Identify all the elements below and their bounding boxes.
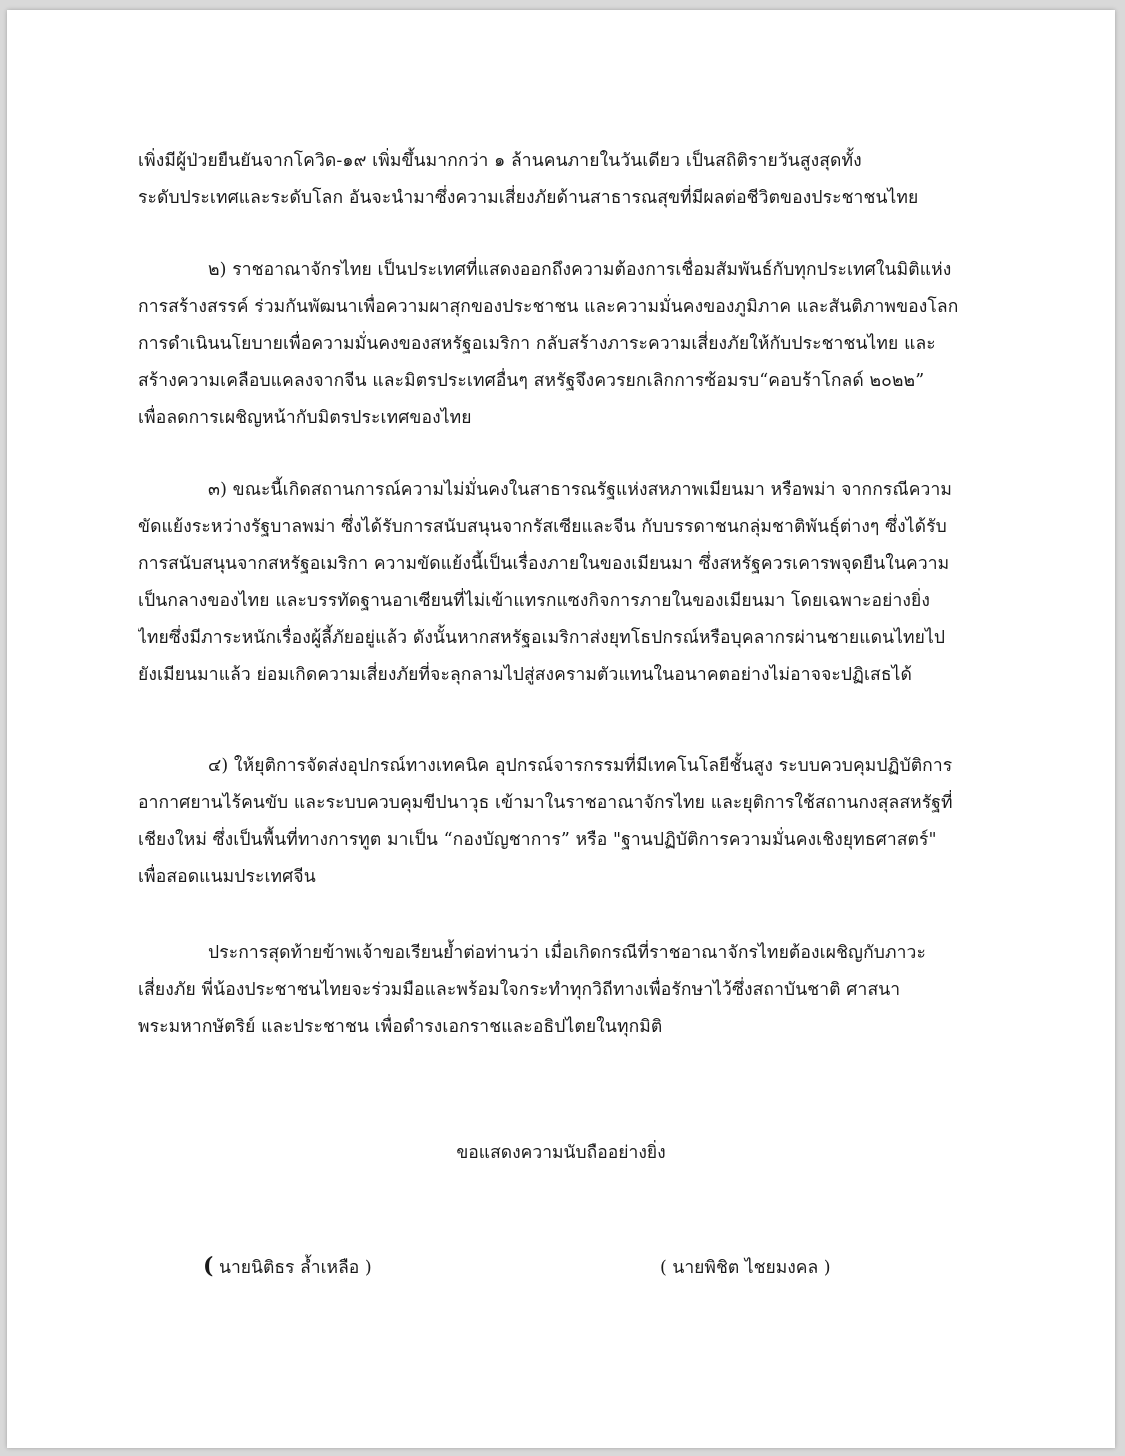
signatory-name-left: นายนิติธร ล้ำเหลือ <box>219 1258 360 1278</box>
close-parenthesis: ) <box>364 1258 372 1278</box>
paragraph-item-4 <box>138 748 998 896</box>
text-line: ๓) ขณะนี้เกิดสถานการณ์ความไม่มั่นคงในสาธารณรัฐแห่งสหภาพเมียนมา หรือพม่า จากกรณีความ <box>208 480 953 500</box>
text-line: พระมหากษัตริย์ และประชาชน เพื่อดำรงเอกราชและอธิปไตยในทุกมิติ <box>138 1017 663 1037</box>
paragraph-item-2 <box>138 252 998 437</box>
text-line: เพื่อลดการเผชิญหน้ากับมิตรประเทศของไทย <box>138 408 472 428</box>
text-line: การดำเนินนโยบายเพื่อความมั่นคงของสหรัฐอเมริกา กลับสร้างภาระความเสี่ยงภัยให้กับประชาชนไทย และ <box>138 334 936 354</box>
text-line: ไทยซึ่งมีภาระหนักเรื่องผู้ลี้ภัยอยู่แล้ว ดังนั้นหากสหรัฐอเมริกาส่งยุทโธปกรณ์หรือบุคลากรผ่านชายแดนไทยไป <box>138 628 946 648</box>
text-line: อากาศยานไร้คนขับ และระบบควบคุมขีปนาวุธ เข้ามาในราชอาณาจักรไทย และยุติการใช้สถานกงสุลสหรัฐที่ <box>138 793 953 813</box>
text-line: ระดับประเทศและระดับโลก อันจะนำมาซึ่งความเสี่ยงภัยด้านสาธารณสุขที่มีผลต่อชีวิตของประชาชนไทย <box>138 188 919 208</box>
signature-left <box>203 1253 372 1281</box>
text-line: ประการสุดท้ายข้าพเจ้าขอเรียนย้ำต่อท่านว่า เมื่อเกิดกรณีที่ราชอาณาจักรไทยต้องเผชิญกับภาวะ <box>208 943 926 963</box>
paragraph-final <box>138 935 998 1046</box>
text-line: การสนับสนุนจากสหรัฐอเมริกา ความขัดแย้งนี้เป็นเรื่องภายในของเมียนมา ซึ่งสหรัฐควรเคารพจุดยืนในความ <box>138 554 950 574</box>
paragraph-continuation <box>138 143 998 217</box>
paragraph-item-3 <box>138 472 998 694</box>
signature-right: ( นายพิชิต ไชยมงคล ) <box>660 1258 831 1278</box>
text-line: ๔) ให้ยุติการจัดส่งอุปกรณ์ทางเทคนิค อุปกรณ์จารกรรมที่มีเทคโนโลยีชั้นสูง ระบบควบคุมปฏิบัติการ <box>208 756 953 776</box>
document-page <box>7 10 1115 1448</box>
closing-salutation: ขอแสดงความนับถืออย่างยิ่ง <box>456 1143 666 1163</box>
text-line: เป็นกลางของไทย และบรรทัดฐานอาเซียนที่ไม่เข้าแทรกแซงกิจการภายในของเมียนมา โดยเฉพาะอย่างยิ่ง <box>138 591 931 611</box>
text-line: เชียงใหม่ ซึ่งเป็นพื้นที่ทางการทูต มาเป็น “กองบัญชาการ” หรือ "ฐานปฏิบัติการความมั่นคงเชิงยุทธศาสตร์" <box>138 830 937 850</box>
text-line: ๒) ราชอาณาจักรไทย เป็นประเทศที่แสดงออกถึงความต้องการเชื่อมสัมพันธ์กับทุกประเทศในมิติแห่ง <box>208 260 952 280</box>
text-line: สร้างความเคลือบแคลงจากจีน และมิตรประเทศอื่นๆ สหรัฐจึงควรยกเลิกการซ้อมรบ“คอบร้าโกลด์ ๒๐๒๒” <box>138 371 925 391</box>
text-line: เสี่ยงภัย พี่น้องประชาชนไทยจะร่วมมือและพร้อมใจกระทำทุกวิถีทางเพื่อรักษาไว้ซึ่งสถาบันชาติ ศาสนา <box>138 980 901 1000</box>
text-line: เพื่อสอดแนมประเทศจีน <box>138 867 316 887</box>
text-line: การสร้างสรรค์ ร่วมกันพัฒนาเพื่อความผาสุกของประชาชน และความมั่นคงของภูมิภาค และสันติภาพของโลก <box>138 297 959 317</box>
text-line: เพิ่งมีผู้ป่วยยืนยันจากโควิด-๑๙ เพิ่มขึ้นมากกว่า ๑ ล้านคนภายในวันเดียว เป็นสถิติรายวันสูงสุดทั้ง <box>138 151 862 171</box>
text-line: ขัดแย้งระหว่างรัฐบาลพม่า ซึ่งได้รับการสนับสนุนจากรัสเซียและจีน กับบรรดาชนกลุ่มชาติพันธุ์ต่างๆ ซึ่งได้รับ <box>138 517 947 537</box>
text-line: ยังเมียนมาแล้ว ย่อมเกิดความเสี่ยงภัยที่จะลุกลามไปสู่สงครามตัวแทนในอนาคตอย่างไม่อาจจะปฏิเสธได้ <box>138 665 912 685</box>
open-parenthesis: ( <box>203 1253 214 1279</box>
